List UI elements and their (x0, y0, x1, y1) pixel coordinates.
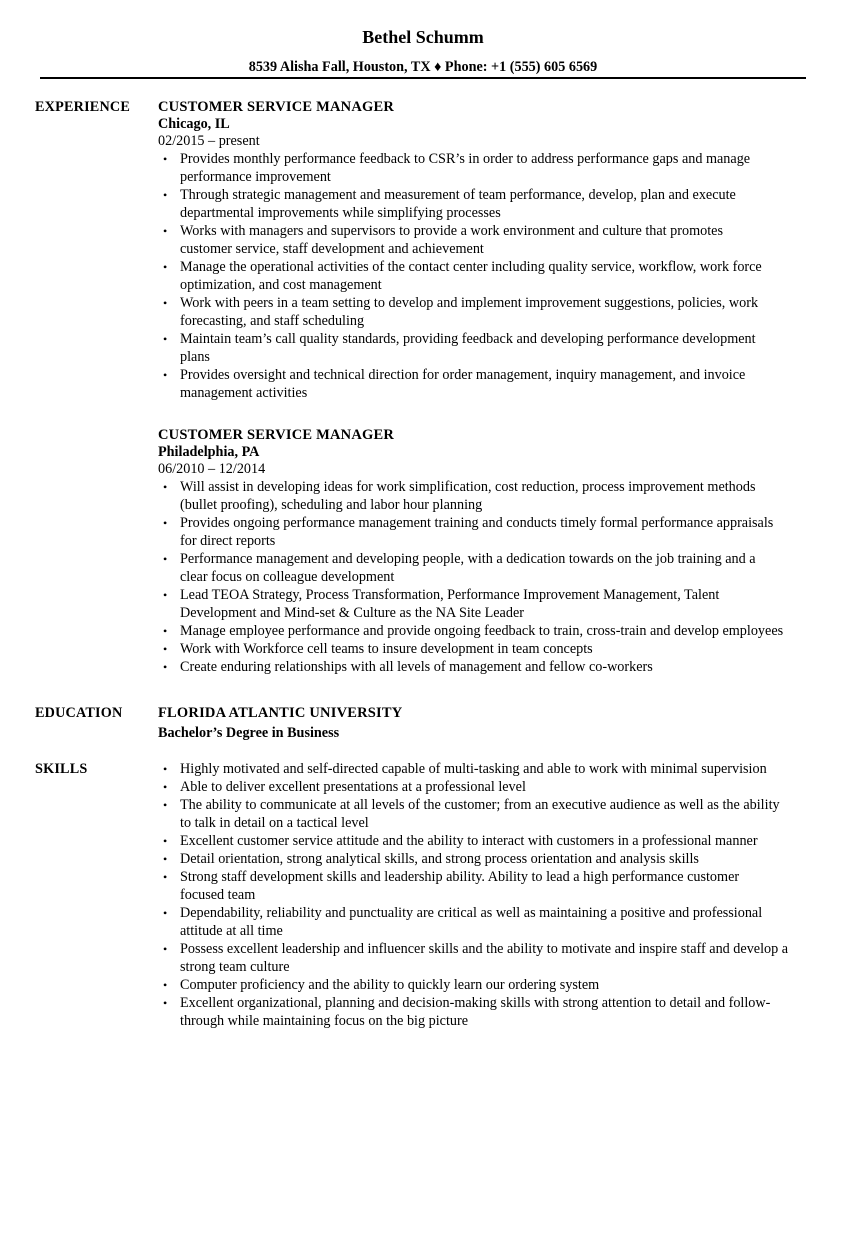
bullet-text-line: Provides oversight and technical direction for order management, inquiry management, and invoice (180, 367, 746, 383)
bullet-icon: • (163, 780, 168, 794)
bullet-item (158, 640, 818, 658)
bullet-text-line: customer service, staff development and achievement (180, 241, 484, 257)
bullet-item (158, 760, 818, 778)
bullet-text-line: forecasting, and staff scheduling (180, 313, 365, 329)
bullet-item (158, 150, 818, 186)
bullet-text-line: Highly motivated and self-directed capable of multi-tasking and able to work with minimal supervision (180, 761, 767, 777)
bullet-text-line: Performance management and developing people, with a dedication towards on the job training and a (180, 551, 756, 567)
bullet-text-line: optimization, and cost management (180, 277, 382, 293)
bullet-text-line: Create enduring relationships with all levels of management and fellow co-workers (180, 659, 653, 675)
bullet-item (158, 586, 818, 622)
bullet-text-line: through while maintaining focus on the big picture (180, 1013, 469, 1029)
bullet-text-line: Maintain team’s call quality standards, providing feedback and developing performance development (180, 331, 756, 347)
job-entry-1 (158, 98, 818, 402)
bullet-item (158, 514, 818, 550)
bullet-text-line: Lead TEOA Strategy, Process Transformation, Performance Improvement Management, Talent (180, 587, 720, 603)
bullet-item (158, 976, 818, 994)
bullet-text-line: Strong staff development skills and leadership ability. Ability to lead a high performance customer (180, 869, 740, 885)
contact-line: 8539 Alisha Fall, Houston, TX ♦ Phone: +1 (555) 605 6569 (248, 59, 598, 75)
bullet-item (158, 796, 818, 832)
bullet-icon: • (163, 660, 168, 674)
bullet-item (158, 940, 818, 976)
bullet-text-line: Provides ongoing performance management training and conducts timely formal performance appraisals (180, 515, 774, 531)
bullet-item (158, 478, 818, 514)
job-bullet-list (158, 478, 818, 676)
education-heading: EDUCATION (35, 705, 123, 721)
bullet-icon: • (163, 870, 168, 884)
bullet-icon: • (163, 588, 168, 602)
bullet-text-line: Computer proficiency and the ability to quickly learn our ordering system (180, 977, 600, 993)
bullet-icon: • (163, 762, 168, 776)
skills-bullet-list (158, 760, 818, 1030)
bullet-text-line: Will assist in developing ideas for work simplification, cost reduction, process improvement methods (180, 479, 756, 495)
bullet-item (158, 550, 818, 586)
degree: Bachelor’s Degree in Business (158, 725, 340, 741)
school-name: FLORIDA ATLANTIC UNIVERSITY (158, 705, 403, 721)
bullet-text-line: Through strategic management and measurement of team performance, develop, plan and execute (180, 187, 736, 203)
bullet-item (158, 850, 818, 868)
bullet-item (158, 622, 818, 640)
bullet-icon: • (163, 834, 168, 848)
bullet-icon: • (163, 296, 168, 310)
bullet-icon: • (163, 260, 168, 274)
bullet-text-line: Work with peers in a team setting to develop and implement improvement suggestions, policies, work (180, 295, 759, 311)
bullet-item (158, 258, 818, 294)
job-location: Philadelphia, PA (158, 444, 260, 460)
bullet-text-line: performance improvement (180, 169, 331, 185)
bullet-icon: • (163, 516, 168, 530)
bullet-text-line: Able to deliver excellent presentations at a professional level (180, 779, 526, 795)
bullet-icon: • (163, 552, 168, 566)
bullet-text-line: Excellent organizational, planning and decision-making skills with strong attention to detail and follow- (180, 995, 771, 1011)
bullet-item (158, 994, 818, 1030)
bullet-item (158, 366, 818, 402)
bullet-item (158, 186, 818, 222)
bullet-icon: • (163, 480, 168, 494)
bullet-icon: • (163, 368, 168, 382)
bullet-item (158, 832, 818, 850)
bullet-text-line: attitude at all time (180, 923, 283, 939)
bullet-icon: • (163, 852, 168, 866)
bullet-item (158, 658, 818, 676)
bullet-icon: • (163, 798, 168, 812)
job-bullet-list (158, 150, 818, 402)
bullet-icon: • (163, 332, 168, 346)
job-location: Chicago, IL (158, 116, 230, 132)
bullet-text-line: Possess excellent leadership and influencer skills and the ability to motivate and inspire staff and develop a (180, 941, 789, 957)
bullet-item (158, 904, 818, 940)
bullet-text-line: clear focus on colleague development (180, 569, 395, 585)
bullet-item (158, 778, 818, 796)
candidate-name: Bethel Schumm (362, 27, 484, 47)
bullet-text-line: departmental improvements while simplifying processes (180, 205, 501, 221)
bullet-text-line: plans (180, 349, 210, 365)
bullet-icon: • (163, 624, 168, 638)
bullet-icon: • (163, 906, 168, 920)
bullet-text-line: to talk in detail on a tactical level (180, 815, 369, 831)
bullet-text-line: (bullet proofing), scheduling and labor hour planning (180, 497, 483, 513)
bullet-text-line: strong team culture (180, 959, 290, 975)
bullet-text-line: Manage the operational activities of the contact center including quality service, workflow, work force (180, 259, 762, 275)
bullet-icon: • (163, 224, 168, 238)
bullet-text-line: The ability to communicate at all levels of the customer; from an executive audience as well as the ability (180, 797, 780, 813)
bullet-icon: • (163, 152, 168, 166)
bullet-text-line: Excellent customer service attitude and the ability to interact with customers in a professional manner (180, 833, 758, 849)
bullet-item (158, 294, 818, 330)
bullet-item (158, 222, 818, 258)
education-entry (158, 704, 818, 742)
job-entry-2 (158, 426, 818, 676)
bullet-text-line: Provides monthly performance feedback to CSR’s in order to address performance gaps and manage (180, 151, 751, 167)
experience-heading: EXPERIENCE (35, 99, 131, 115)
bullet-item (158, 330, 818, 366)
bullet-text-line: for direct reports (180, 533, 276, 549)
bullet-text-line: Dependability, reliability and punctuality are critical as well as maintaining a positive and professional (180, 905, 763, 921)
bullet-text-line: Development and Mind-set & Culture as the NA Site Leader (180, 605, 524, 621)
bullet-text-line: Work with Workforce cell teams to insure development in team concepts (180, 641, 593, 657)
bullet-icon: • (163, 942, 168, 956)
job-title: CUSTOMER SERVICE MANAGER (158, 427, 395, 443)
bullet-text-line: Detail orientation, strong analytical skills, and strong process orientation and analysis skills (180, 851, 699, 867)
job-dates: 06/2010 – 12/2014 (158, 461, 266, 477)
bullet-text-line: Manage employee performance and provide ongoing feedback to train, cross-train and develop employees (180, 623, 784, 639)
bullet-text-line: Works with managers and supervisors to provide a work environment and culture that promotes (180, 223, 723, 239)
job-title: CUSTOMER SERVICE MANAGER (158, 99, 395, 115)
header-divider (40, 77, 806, 79)
bullet-icon: • (163, 188, 168, 202)
bullet-item (158, 868, 818, 904)
bullet-icon: • (163, 642, 168, 656)
skills-entry (158, 760, 818, 1030)
skills-heading: SKILLS (35, 761, 88, 777)
bullet-text-line: focused team (180, 887, 256, 903)
bullet-icon: • (163, 996, 168, 1010)
job-dates: 02/2015 – present (158, 133, 260, 149)
bullet-icon: • (163, 978, 168, 992)
bullet-text-line: management activities (180, 385, 308, 401)
